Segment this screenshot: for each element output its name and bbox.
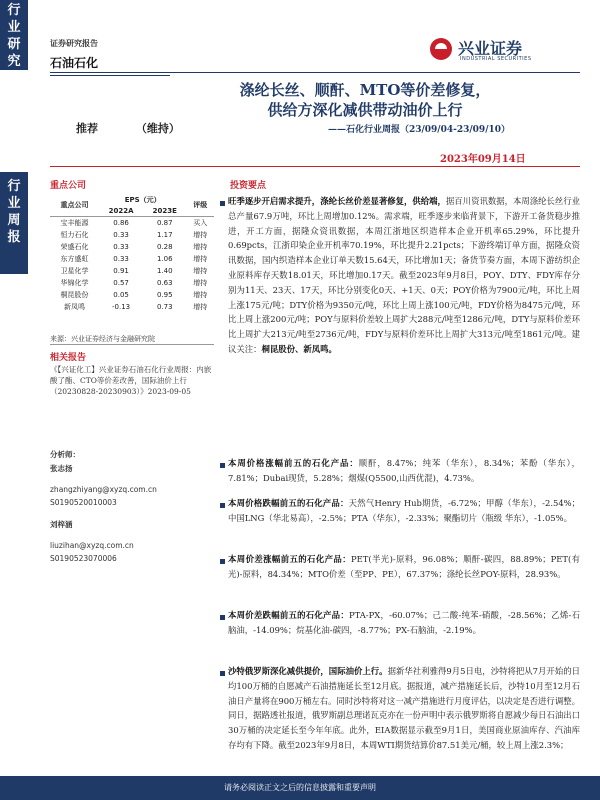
- eps-2023-cell: 0.28: [157, 243, 173, 251]
- year-head: 2022A: [108, 207, 134, 215]
- bullet-icon: [220, 615, 225, 620]
- eps-2022-cell: 0.86: [99, 217, 143, 230]
- rating: [76, 120, 180, 136]
- paragraph-1: [228, 194, 580, 357]
- eps-2023-cell: 1.40: [157, 267, 173, 275]
- eps-2023-cell: 0.63: [157, 279, 173, 287]
- analyst-label: 分析师：: [50, 450, 80, 459]
- side-tab-weekly-report: [0, 172, 28, 274]
- eps-2023-cell: 0.87: [143, 217, 186, 230]
- report-subtitle: ——石化行业周报（23/09/04-23/09/10）: [327, 125, 510, 135]
- rating-cell: 增持: [193, 255, 208, 263]
- para-body: 天然气Henry Hub期货，-6.72%；甲醇（华东），-2.54%；中国LNG（华北易高），-2.5%；PTA（华东），-2.33%；聚酯切片（瓶级 华东），-1.05%。: [228, 498, 580, 523]
- logo-icon: [430, 38, 452, 60]
- rating-cell: 增持: [193, 291, 208, 299]
- company-col-head: 重点公司: [60, 201, 89, 209]
- analyst-email[interactable]: liuzihan@xyzq.com.cn: [50, 541, 134, 550]
- table-row: [50, 265, 214, 277]
- eps-2023-cell: 0.73: [157, 303, 173, 311]
- title-line: 供给方深化减供带动油价上行: [267, 101, 463, 119]
- eps-2022-cell: 0.05: [113, 291, 129, 299]
- analyst-1: [50, 462, 157, 509]
- eps-2022-cell: 0.91: [113, 267, 129, 275]
- para-tail: 桐昆股份、新凤鸣。: [261, 343, 337, 354]
- report-date: 2023年09月14日: [440, 154, 526, 165]
- paragraph-3: [228, 496, 580, 526]
- date-divider: [50, 166, 580, 167]
- paragraph-2: [228, 456, 580, 486]
- analyst-name: 张志扬: [50, 464, 73, 473]
- analyst-name: 刘梓涵: [50, 520, 73, 529]
- company-cell: 荣盛石化: [60, 243, 89, 251]
- rating-main: 推荐: [76, 122, 98, 135]
- table-row: [50, 217, 214, 230]
- analyst-cert: S0190520010003: [50, 498, 117, 507]
- side-char: 究: [7, 54, 21, 69]
- related-report-link[interactable]: 《【兴证化工】兴业证券石油石化行业周报：内嵌酸了酯、CTO等价差改善，国际油价上行（20230828-20230903）》2023-09-05: [50, 365, 212, 396]
- paragraph-4: [228, 552, 580, 582]
- paragraph-5: [228, 608, 580, 638]
- investment-highlights-heading: 投资要点: [230, 181, 267, 191]
- bullet-icon: [220, 463, 225, 468]
- company-cell: 卫星化学: [60, 267, 89, 275]
- year-head: 2023E: [152, 207, 177, 215]
- side-char: 业: [7, 196, 21, 211]
- company-cell: 桐昆股份: [60, 291, 89, 299]
- table-row: [50, 241, 214, 253]
- para-lead: 本周价格涨幅前五的石化产品：: [228, 458, 359, 468]
- table-row: [50, 301, 214, 313]
- analyst-email[interactable]: zhangzhiyang@xyzq.com.cn: [50, 485, 157, 494]
- footer-disclaimer: 请务必阅读正文之后的信息披露和重要声明: [0, 776, 600, 800]
- bullet-icon: [220, 503, 225, 508]
- eps-table: [50, 194, 214, 313]
- rating-cell: 买入: [186, 217, 214, 230]
- sector-label: 石油石化: [50, 54, 170, 76]
- side-char: 研: [7, 37, 21, 52]
- company-cell: 新凤鸣: [63, 303, 85, 311]
- header-divider: [50, 72, 580, 73]
- rating-cell: 增持: [193, 279, 208, 287]
- bullet-icon: [220, 201, 225, 206]
- eps-2022-cell: 0.33: [113, 243, 129, 251]
- analyst-2: [50, 518, 134, 565]
- divider: [50, 344, 214, 345]
- rating-sub: （维持）: [135, 122, 180, 135]
- logo-subtext: INDUSTRIAL SECURITIES: [460, 56, 532, 62]
- rating-col-head: 评级: [193, 201, 208, 209]
- bullet-icon: [220, 559, 225, 564]
- company-cell: 宝丰能源: [50, 217, 99, 230]
- side-char: 周: [7, 213, 21, 228]
- para-lead: 本周价差跌幅前五的石化产品：: [228, 610, 349, 620]
- eps-2022-cell: -0.13: [112, 303, 131, 311]
- title-line: 涤纶长丝、顺酐、MTO等价差修复，: [239, 81, 491, 99]
- para-lead: 沙特俄罗斯深化减供提价，国际油价上行。: [228, 666, 388, 676]
- logo-text: 兴业证券: [458, 39, 523, 58]
- para-body: PTA-PX，-60.07%；己二酸-纯苯-硝酸，-28.56%；乙烯-石脑油，-14.09%；烷基化油-碳四，-8.77%；PX-石脑油，-2.19%。: [228, 610, 580, 635]
- eps-2022-cell: 0.57: [113, 279, 129, 287]
- company-cell: 东方盛虹: [60, 255, 89, 263]
- rating-cell: 增持: [193, 243, 208, 251]
- eps-2023-cell: 1.17: [157, 231, 173, 239]
- side-char: 行: [7, 179, 21, 194]
- para-lead: 旺季逐步开启需求提升，涤纶长丝价差显著修复，供给端，: [228, 196, 446, 206]
- side-char: 行: [7, 3, 21, 18]
- side-tab-industry-research: [0, 0, 28, 70]
- table-row: [50, 253, 214, 265]
- side-char: 报: [7, 230, 21, 245]
- para-body: 据百川资讯数据，本周涤纶长丝行业总产量67.9万吨，环比上周增加0.12%。需求端，旺季逐步来临背景下，下游开工备货稳步推进，开工方面，据隆众资讯数据，本周江浙地区织造样本企业开机率65.29%，环比提升0.69pcts，江浙印染企业开机率70.19%，环比提升2.21pcts；下游终端订单方面，据隆众资讯数据，国内织造样本企业订单天数15.64天，环比增加1天；备货节奏方面，本周下游纺织企业原料库存天数18.01天，环比增加0.17天。截至2023年9月8日，POY、DTY、FDY库存分别为11天、23天、17天，环比分别变化0天、+1天、0天；POY价格为7900元/吨，环比上周上涨175元/吨；DTY价格为9350元/吨，环比上周上涨100元/吨，FDY价格为8475元/吨，环比上周上涨200元/吨；POY与原料价差较上周扩大288元/吨至1286元/吨，DTY与原料价差环比上周扩大213元/吨至2736元/吨，FDY与原料价差环比上周扩大313元/吨至1861元/吨。建议关注：: [228, 196, 581, 354]
- analyst-cert: S0190523070006: [50, 554, 117, 563]
- table-row: [50, 277, 214, 289]
- report-title: [200, 80, 530, 120]
- para-body: 顺酐，8.47%；纯苯（华东），8.34%；苯酚（华东），7.81%；Dubai现货，5.28%；烟煤(Q5500,山西优混)，4.73%。: [228, 458, 581, 483]
- company-cell: 恒力石化: [60, 231, 89, 239]
- table-row: [50, 229, 214, 241]
- related-reports-heading: 相关报告: [50, 353, 87, 363]
- company-cell: 华锦化学: [60, 279, 89, 287]
- table-row: [50, 289, 214, 301]
- eps-2023-cell: 0.95: [157, 291, 173, 299]
- analyst-heading: [50, 448, 80, 461]
- paragraph-6: [228, 664, 580, 753]
- rating-cell: 增持: [193, 267, 208, 275]
- rating-cell: 增持: [193, 231, 208, 239]
- eps-2022-cell: 0.33: [113, 255, 129, 263]
- key-companies-heading: 重点公司: [50, 181, 87, 191]
- company-logo: [430, 36, 580, 66]
- para-body: PET(半光)-原料，96.08%；顺酐-碳四，88.89%；PET(有光)-原料，84.34%；MTO价差（至PP、PE），67.37%；涤纶长丝POY-原料，28.93%。: [228, 554, 580, 579]
- eps-2022-cell: 0.33: [113, 231, 129, 239]
- side-char: 业: [7, 20, 21, 35]
- table-source: 来源：兴业证券经济与金融研究院: [50, 335, 155, 343]
- report-type-label: 证券研究报告: [50, 38, 98, 48]
- eps-2023-cell: 1.06: [157, 255, 173, 263]
- bullet-icon: [220, 671, 225, 676]
- eps-col-head: EPS（元）: [124, 196, 161, 204]
- para-body: 据新华社利雅得9月5日电，沙特将把从7月开始的日均100万桶的自愿减产石油措施延长至12月底。据报道，减产措施延长后，沙特10月至12月石油日产量将在900万桶左右。同时沙特将对这一减产措施进行月度评估，以决定是否进行调整。同日，据路透社报道，俄罗斯副总理诺瓦克亦在一份声明中表示俄罗斯将自愿减少每日石油出口30万桶的决定延长至今年年底。此外，EIA数据显示截至9月1日，美国商业原油库存、汽油库存均有下降。截至2023年9月8日，本周WTI期货结算价87.51美元/桶，较上周上涨2.3%；: [228, 666, 581, 750]
- para-lead: 本周价格跌幅前五的石化产品：: [228, 498, 349, 508]
- para-lead: 本周价差涨幅前五的石化产品：: [228, 554, 351, 564]
- rating-cell: 增持: [193, 303, 208, 311]
